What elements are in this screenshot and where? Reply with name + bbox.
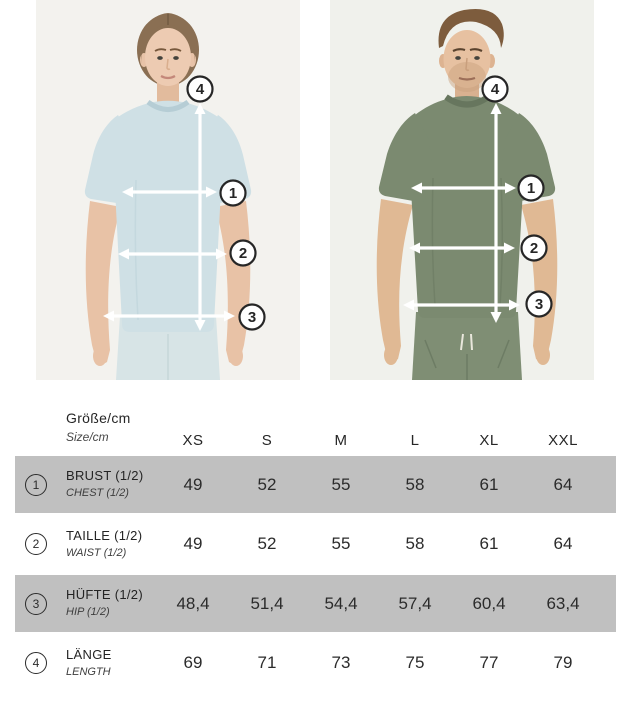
table-row-length	[15, 632, 616, 694]
marker-hip-number: 3	[534, 296, 544, 313]
marker-hip-number: 3	[247, 309, 257, 326]
measure-value: 48,4	[176, 593, 210, 613]
size-col-header-m: M	[334, 432, 348, 449]
measure-value: 52	[257, 534, 277, 553]
table-title	[57, 410, 156, 444]
measure-value: 64	[553, 474, 573, 494]
size-col-header-xxl: XXL	[548, 432, 578, 449]
marker-length	[483, 77, 508, 102]
measure-label-de: BRUST (1/2)	[66, 468, 144, 484]
size-col-header-s: S	[261, 432, 273, 449]
measure-value: 61	[479, 474, 499, 494]
measure-value: 52	[257, 474, 277, 494]
marker-waist	[231, 241, 256, 266]
measure-label-de: LÄNGE	[66, 646, 112, 662]
measure-value: 61	[479, 534, 499, 553]
photo-female-model	[36, 0, 300, 380]
measure-value: 79	[553, 653, 573, 672]
size-table-header	[15, 402, 616, 456]
table-title-de: Größe/cm	[66, 410, 131, 426]
row-number-badge: 4	[25, 652, 47, 674]
measure-label	[57, 648, 156, 679]
measure-value: 49	[183, 534, 203, 553]
measure-label-de: TAILLE (1/2)	[66, 527, 143, 543]
measure-value: 57,4	[398, 593, 432, 613]
measure-value: 69	[183, 653, 203, 672]
marker-hip	[240, 305, 265, 330]
eye-right	[173, 56, 179, 60]
female-model-illustration	[36, 0, 300, 380]
eye-left	[157, 56, 163, 60]
hand-left	[384, 345, 398, 365]
marker-chest	[519, 176, 544, 201]
measure-label	[57, 469, 156, 500]
measure-label-en: LENGTH	[66, 665, 111, 678]
measure-value: 75	[405, 653, 425, 672]
tshirt-body	[410, 96, 524, 318]
measure-value: 55	[331, 534, 351, 553]
marker-waist-number: 2	[529, 240, 539, 257]
marker-chest	[221, 181, 246, 206]
measure-value: 51,4	[250, 593, 284, 613]
measure-label-en: CHEST (1/2)	[66, 487, 129, 500]
measure-label-en: WAIST (1/2)	[66, 546, 127, 559]
marker-waist	[522, 236, 547, 261]
row-number-badge: 1	[25, 474, 47, 496]
size-col-header-l: L	[410, 432, 420, 449]
tshirt-body	[114, 101, 222, 332]
row-number-badge: 3	[25, 593, 47, 615]
measure-value: 64	[553, 534, 573, 553]
marker-hip	[527, 292, 552, 317]
measure-value: 60,4	[472, 593, 506, 613]
eye-right	[474, 56, 480, 60]
measure-value: 63,4	[546, 593, 580, 613]
size-col-header-xl: XL	[479, 432, 499, 449]
measure-label-de: HÜFTE (1/2)	[66, 587, 143, 603]
marker-length-number: 4	[490, 81, 500, 98]
table-row-chest	[15, 456, 616, 513]
size-table	[15, 402, 616, 694]
measure-value: 58	[405, 534, 425, 553]
measure-value: 71	[257, 653, 277, 672]
male-model-illustration	[330, 0, 594, 380]
eye-left	[455, 56, 461, 60]
photo-male-model	[330, 0, 594, 380]
table-row-hip	[15, 575, 616, 632]
row-number-badge: 2	[25, 533, 47, 555]
marker-length	[188, 77, 213, 102]
measure-value: 49	[183, 474, 203, 494]
table-row-waist	[15, 513, 616, 575]
measure-label	[57, 588, 156, 619]
size-col-header-xs: XS	[182, 432, 204, 449]
hand-right	[536, 345, 550, 365]
measure-value: 55	[331, 474, 351, 494]
drawstring	[471, 334, 472, 350]
hand-right	[229, 346, 243, 366]
marker-waist-number: 2	[238, 245, 248, 262]
hand-left	[93, 346, 107, 366]
measure-value: 77	[479, 653, 499, 672]
measure-label	[57, 529, 156, 560]
measure-value: 54,4	[324, 593, 358, 613]
marker-chest-number: 1	[526, 180, 536, 197]
measure-value: 58	[405, 474, 425, 494]
measure-value: 73	[331, 653, 351, 672]
marker-length-number: 4	[195, 81, 205, 98]
table-title-en: Size/cm	[66, 430, 109, 444]
measure-label-en: HIP (1/2)	[66, 606, 110, 619]
marker-chest-number: 1	[228, 185, 238, 202]
stubble-beard	[448, 62, 486, 92]
